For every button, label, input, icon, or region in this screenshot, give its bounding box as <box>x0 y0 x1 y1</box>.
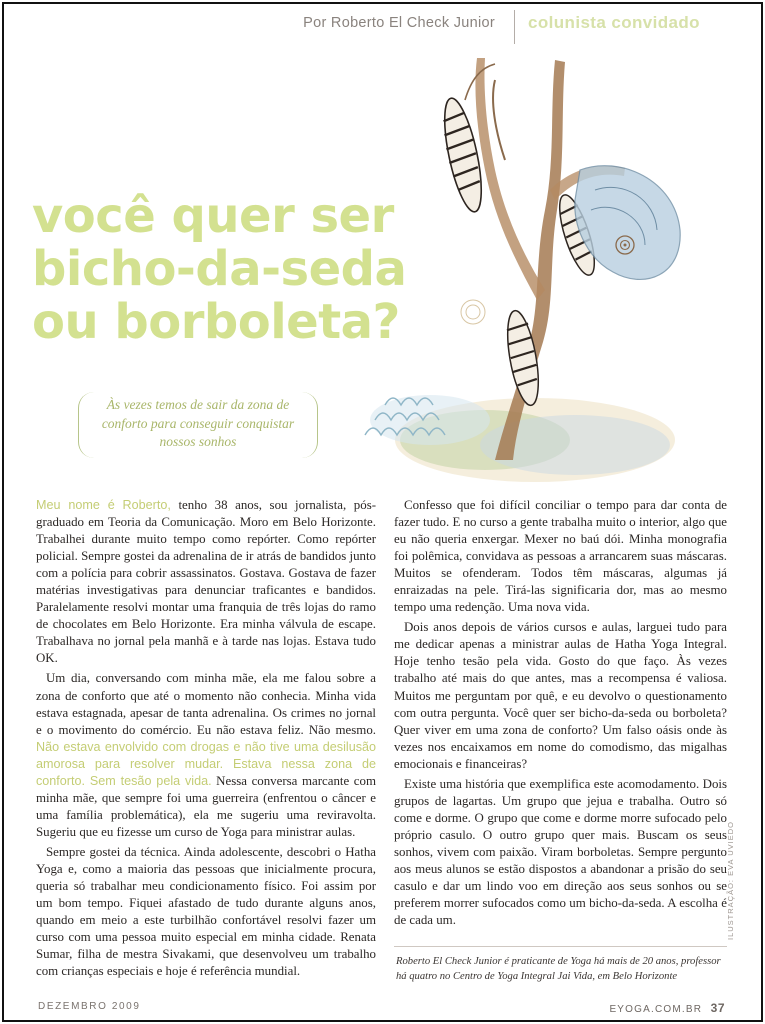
subtitle-text: Às vezes temos de sair da zona de conforto para conseguir conquistar nossos sonhos <box>101 397 295 449</box>
paragraph-1-text: tenho 38 anos, sou jornalista, pós-graduado em Teoria da Comunicação. Moro em Belo Horizonte. Trabalhei durante muito tempo como repórter. Como repórter policial. Sempre gostei da adrenalina de ir atrás de bandidos junto com a polícia para cobrir assassinatos. Gostava. Gostava de fazer matérias investigativas para denunciar traficantes e bandidos. Paralelamente resolvi montar uma franquia de três lojas do ramo de chocolates em Belo Horizonte. Era minha válvula de escape. Trabalhava no jornal pela manhã e à tarde nas lojas. Estava tudo OK. <box>36 498 377 666</box>
section-label: colunista convidado <box>528 13 700 32</box>
header-divider <box>514 10 515 44</box>
article-column-left <box>36 497 376 983</box>
paragraph-1 <box>36 497 376 667</box>
page-number: 37 <box>710 1001 725 1015</box>
paragraph-4: Confesso que foi difícil conciliar o tempo para dar conta de fazer tudo. E no curso a gente trabalha muito o interior, algo que eu não queria enxergar. Mexer no baú dói. Minha monografia foi polêmica, convidava as pessoas a arrancarem suas máscaras. Muitos se ofenderam. Todos têm máscaras, algumas já enraizadas na pele. Tirá-las significaria dor, mas ao mesmo tempo uma redenção. Uma nova vida. <box>394 498 727 615</box>
headline <box>32 190 432 349</box>
footer-right <box>609 999 725 1017</box>
subtitle-pullquote <box>78 392 318 462</box>
footer-site: EYOGA.COM.BR <box>609 1004 703 1015</box>
paragraph-3: Sempre gostei da técnica. Ainda adolescente, descobri o Hatha Yoga e, como a maioria das pessoas que inicialmente procura, queria só trabalhar meu condicionamento físico. Foi assim por um bom tempo. Fiquei afastado de tudo durante alguns anos, quando em meio a este turbilhão confortável resolvi fazer um curso com uma pessoa muito especial em minha cidade. Renata Sumar, filha de mestra Sivakami, que desenvolveu um trabalho com crianças especiais e hoje é referência mundial. <box>36 844 376 979</box>
bio-divider <box>394 946 727 947</box>
paragraph-5: Dois anos depois de vários cursos e aulas, larguei tudo para me dedicar apenas a ministrar aulas de Hatha Yoga Integral. Hoje tenho tesão pela vida. Gosto do que faço. Às vezes trabalho até mais do que antes, mas a recompensa é valiosa. Muitos me perguntam por quê, e eu devolvo o questionamento com outra pergunta. Você quer ser bicho-da-seda ou borboleta? Quer viver em uma zona de conforto? Um falso oásis onde às vezes nos encaixamos em nome do comodismo, das migalhas emocionais e financeiras? <box>394 620 727 771</box>
intro-highlight: Meu nome é Roberto, <box>36 498 171 512</box>
paragraph-2-text-a: Um dia, conversando com minha mãe, ela me falou sobre a zona de conforto que até o momento não conhecia. Minha vida estava estagnada, apesar de tanta adrenalina. Os crimes no jornal e o movimento do comércio. Eu não estava feliz. Não mesmo. <box>36 671 376 737</box>
headline-line-1: você quer ser <box>32 188 394 244</box>
author-byline: Por Roberto El Check Junior <box>303 15 495 31</box>
paragraph-2 <box>36 670 376 840</box>
footer-date: DEZEMBRO 2009 <box>38 1001 141 1012</box>
headline-line-2: bicho-da-seda <box>32 241 407 297</box>
paragraph-6: Existe uma história que exemplifica este acomodamento. Dois grupos de lagartas. Um grupo que jejua e trabalha. Outro só come e dorme. O grupo que come e dorme morre sufocado pelo próprio casulo. O outro grupo quer mais. Buscam os seus sonhos, vivem com paixão. Viram borboletas. Sempre pergunto aos meus alunos se estão dispostos a abandonar a prisão do seu casulo e dar um lindo voo em direção aos seus sonhos ou se preferem morrer sufocados como um bicho-da-seda. A escolha é de cada um. <box>394 776 727 928</box>
headline-line-3: ou borboleta? <box>32 294 400 350</box>
author-bio: Roberto El Check Junior é praticante de Yoga há mais de 20 anos, professor há quatro no Centro de Yoga Integral Jai Vida, em Belo Horizonte <box>396 956 721 982</box>
illustration-credit: ILUSTRAÇÃO: EVA UVIEDO <box>726 821 735 940</box>
paragraph-2-text-b: Nessa conversa marcante com minha mãe, que sempre foi uma guerreira (enfrentou o câncer e uma família problemática), ela me sugeriu uma reviravolta. Sugeriu que eu fizesse um curso de Yoga para ministrar aulas. <box>36 773 376 839</box>
article-column-right <box>394 497 727 932</box>
paragraph-2-highlight: Não estava envolvido com drogas e não tive uma desilusão amorosa para resolver mudar. Estava nessa zona de conforto. Sem tesão pela vida. <box>36 739 376 788</box>
